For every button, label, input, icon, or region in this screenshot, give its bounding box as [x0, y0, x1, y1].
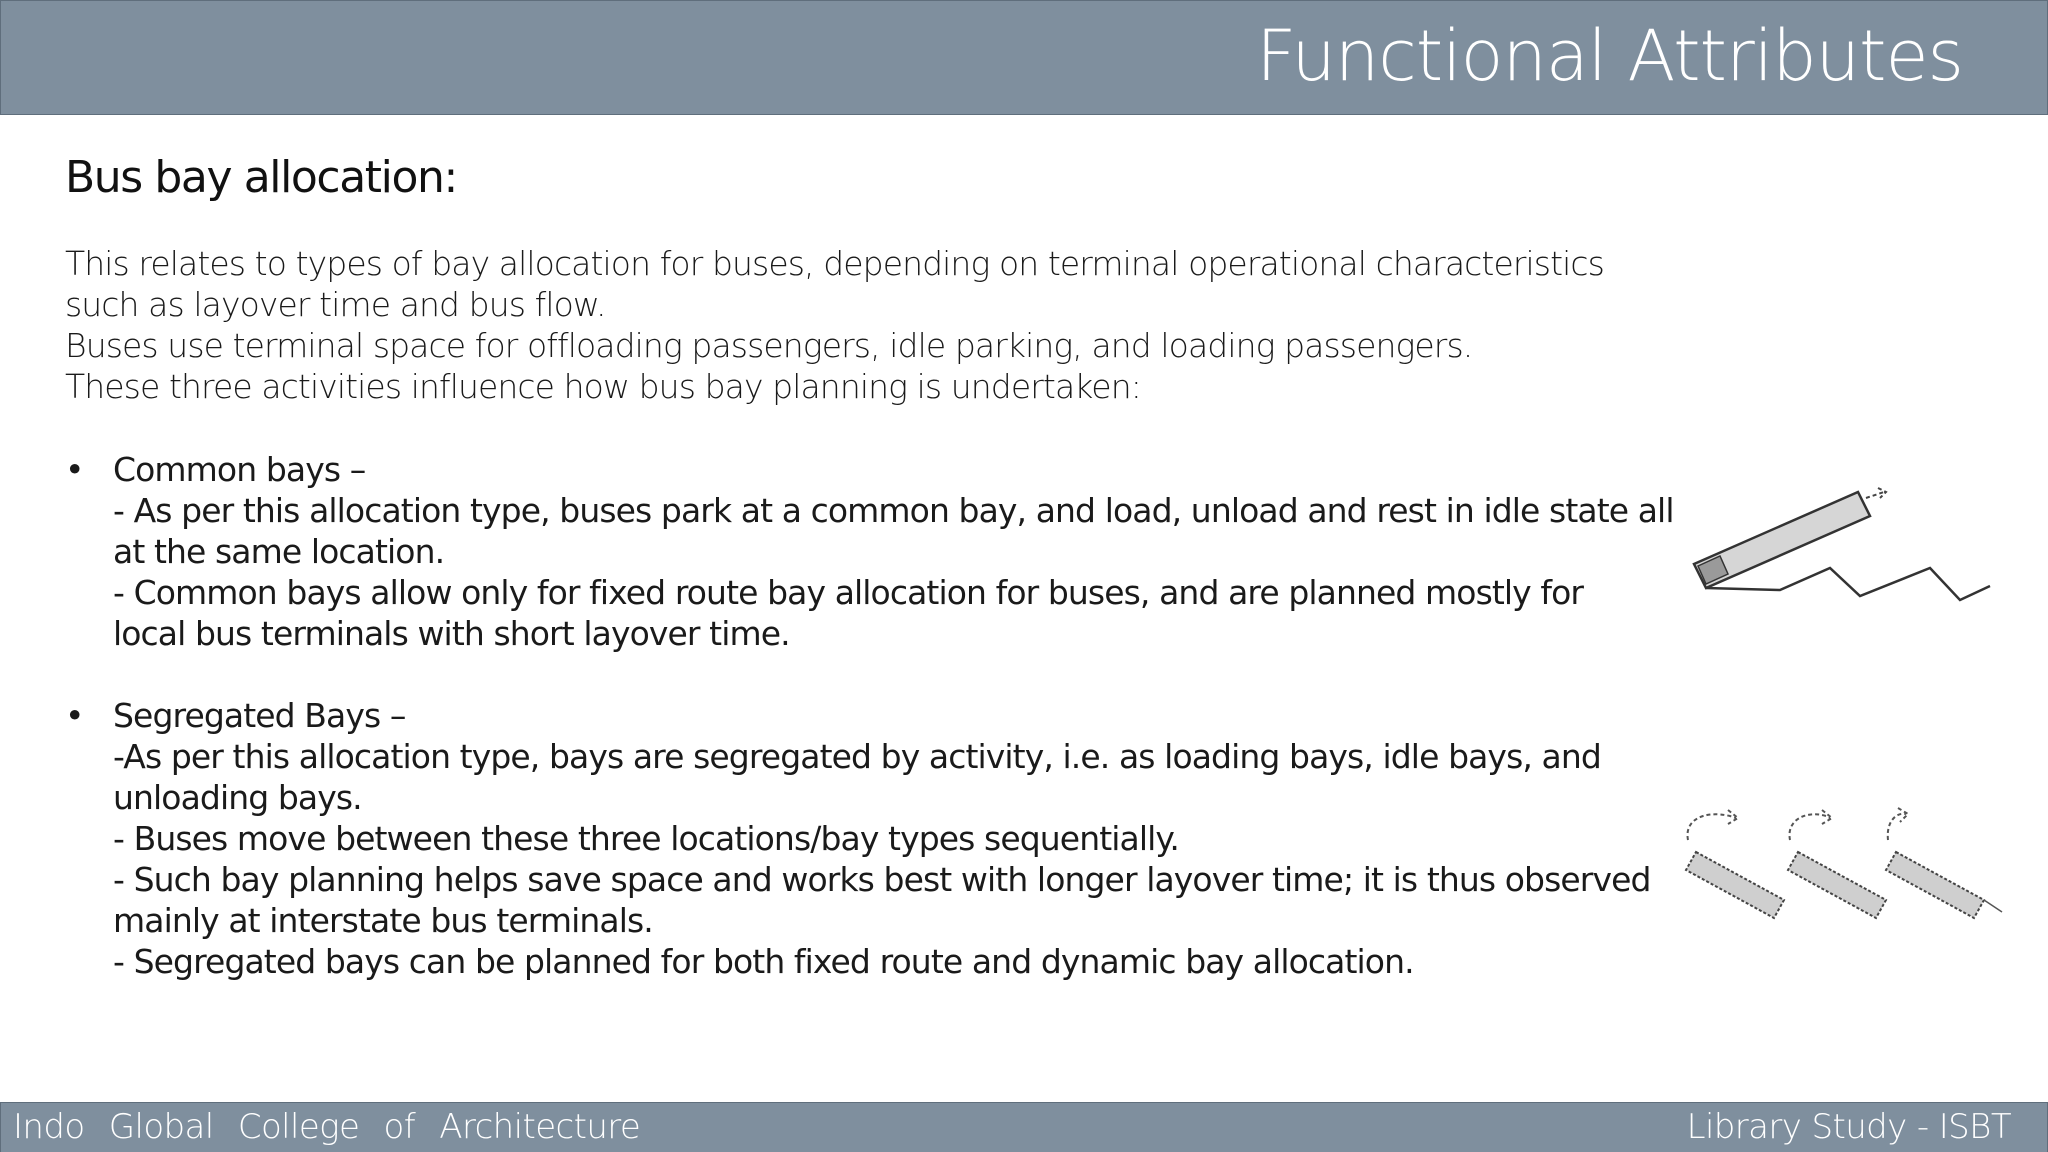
section-heading: Bus bay allocation:	[65, 152, 457, 203]
footer-subtitle: Library Study - ISBT	[1686, 1107, 2011, 1147]
bullet-line: local bus terminals with short layover time.	[113, 614, 790, 653]
bullet-marker: •	[65, 696, 84, 735]
intro-line: Buses use terminal space for offloading passengers, idle parking, and loading passengers.	[65, 326, 1473, 365]
bullet-line: at the same location.	[113, 532, 445, 571]
bullet-segregated-bays	[65, 695, 1665, 982]
bullet-line: - Common bays allow only for fixed route bay allocation for buses, and are planned mostly for	[113, 573, 1584, 612]
footer-institution: Indo Global College of Architecture	[13, 1107, 641, 1147]
bullet-line: - As per this allocation type, buses park at a common bay, and load, unload and rest in idle state all	[113, 491, 1674, 530]
intro-line: These three activities influence how bus bay planning is undertaken:	[65, 367, 1141, 406]
header-band	[0, 0, 2048, 115]
bus-shape	[1886, 852, 1984, 918]
bullet-title: Segregated Bays –	[113, 696, 406, 735]
curved-arrow-icon	[1789, 810, 1832, 840]
segregated-bay-diagram	[1680, 800, 2020, 930]
intro-line: such as layover time and bus flow.	[65, 285, 606, 324]
bullet-line: unloading bays.	[113, 778, 362, 817]
bullet-line: - Segregated bays can be planned for both fixed route and dynamic bay allocation.	[113, 942, 1414, 981]
curved-arrow-icon	[1888, 808, 1908, 840]
bullet-line: - Such bay planning helps save space and works best with longer layover time; it is thus observed	[113, 860, 1651, 899]
exit-line	[1984, 900, 2002, 912]
intro-paragraph	[65, 243, 1685, 407]
bullet-line: mainly at interstate bus terminals.	[113, 901, 653, 940]
bullet-line: - Buses move between these three locations/bay types sequentially.	[113, 819, 1179, 858]
bullet-marker: •	[65, 450, 84, 489]
bus-shape	[1694, 492, 1870, 588]
bullet-common-bays	[65, 449, 1674, 654]
bus-shape	[1686, 852, 1784, 918]
curved-arrow-icon	[1687, 810, 1738, 840]
bullet-line: -As per this allocation type, bays are segregated by activity, i.e. as loading bays, idle bays, and	[113, 737, 1601, 776]
intro-line: This relates to types of bay allocation for buses, depending on terminal operational characteristics	[65, 244, 1604, 283]
common-bay-diagram	[1680, 480, 2000, 620]
entry-arrow-icon	[1866, 488, 1886, 498]
bus-shape	[1788, 852, 1886, 918]
footer-band	[0, 1102, 2048, 1152]
sawtooth-bay-line	[1706, 568, 1990, 600]
bullet-title: Common bays –	[113, 450, 366, 489]
slide-title: Functional Attributes	[1256, 15, 1963, 97]
